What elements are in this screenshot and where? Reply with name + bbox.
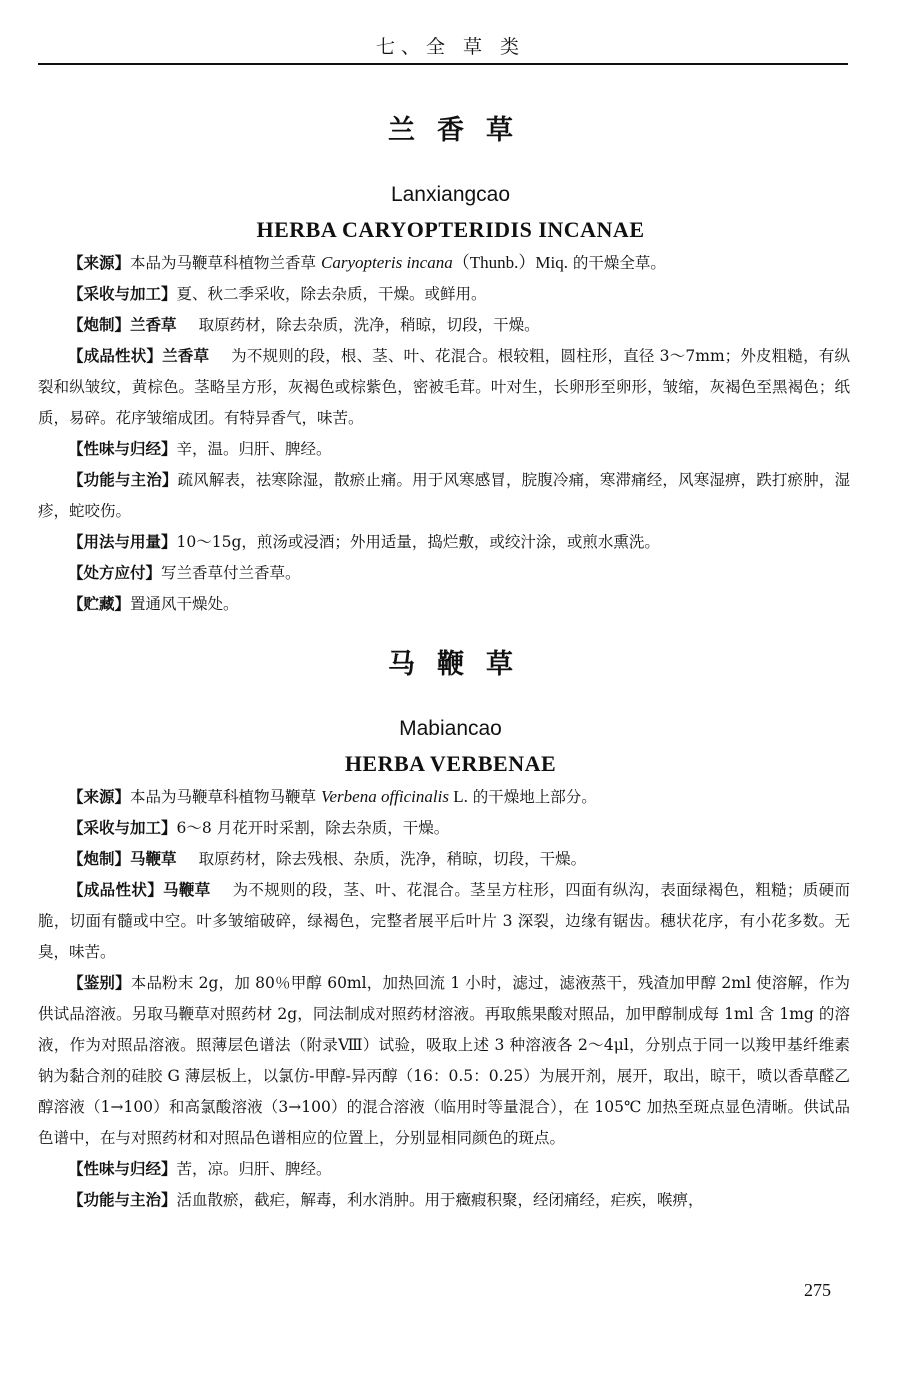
- prescription-paragraph: 【处方应付】写兰香草付兰香草。: [68, 564, 301, 582]
- processing-paragraph: 【炮制】马鞭草 取原药材，除去残根、杂质，洗净，稍晾，切段，干燥。: [68, 850, 587, 868]
- collection-paragraph: 【采收与加工】6～8 月花开时采割，除去杂质，干燥。: [68, 819, 450, 837]
- entry-mabiancao: [0, 642, 901, 1216]
- entry-latin-name: HERBA CARYOPTERIDIS INCANAE: [256, 217, 645, 242]
- nature-paragraph: 【性味与归经】苦，凉。归肝、脾经。: [68, 1160, 332, 1178]
- storage-paragraph: 【贮藏】置通风干燥处。: [68, 595, 239, 613]
- entry-title: 兰香草: [388, 115, 535, 146]
- page-number: 275: [804, 1280, 831, 1300]
- entry-lanxiangcao: [0, 108, 901, 620]
- functions-paragraph: 【功能与主治】疏风解表，祛寒除湿，散瘀止痛。用于风寒感冒，脘腹冷痛，寒滞痛经，风寒湿痹，跌打瘀肿，湿疹，蛇咬伤。: [38, 471, 850, 520]
- entry-title: 马鞭草: [388, 649, 535, 680]
- functions-paragraph: 【功能与主治】活血散瘀，截疟，解毒，利水消肿。用于癥瘕积聚，经闭痛经，疟疾，喉痹，: [68, 1191, 704, 1209]
- identification-paragraph: 【鉴别】本品粉末 2g，加 80％甲醇 60ml，加热回流 1 小时，滤过，滤液蒸干，残渣加甲醇 2ml 使溶解，作为供试品溶液。另取马鞭草对照药材 2g，同法制成对照药材溶液。再取熊果酸对照品，加甲醇制成每 1ml 含 1mg 的溶液，作为对照品溶液。照薄层色谱法（附录Ⅷ）试验，吸取上述 3 种溶液各 2～4μl，分别点于同一以羧甲基纤维素钠为黏合剂的硅胶 G 薄层板上，以氯仿-甲醇-异丙醇（16：0.5：0.25）为展开剂，展开，取出，晾干，喷以香草醛乙醇溶液（1→100）和高氯酸溶液（3→100）的混合溶液（临用时等量混合），在 105℃ 加热至斑点显色清晰。供试品色谱中，在与对照药材和对照品色谱相应的位置上，分别显相同颜色的斑点。: [38, 974, 850, 1147]
- scientific-name: Verbena officinalis: [320, 787, 449, 806]
- collection-paragraph: 【采收与加工】夏、秋二季采收，除去杂质，干燥。或鲜用。: [68, 285, 487, 303]
- section-label: 来源: [83, 254, 115, 272]
- nature-paragraph: 【性味与归经】辛，温。归肝、脾经。: [68, 440, 332, 458]
- processing-paragraph: 【炮制】兰香草 取原药材，除去杂质，洗净，稍晾，切段，干燥。: [68, 316, 540, 334]
- entry-latin-name: HERBA VERBENAE: [344, 751, 557, 776]
- header-rule: [38, 63, 848, 65]
- source-paragraph: 【来源】本品为马鞭草科植物兰香草 Caryopteris incana（Thunb.）Miq. 的干燥全草。: [68, 253, 666, 272]
- characteristics-paragraph: 【成品性状】兰香草 为不规则的段，根、茎、叶、花混合。根较粗，圆柱形，直径 3～7mm；外皮粗糙，有纵裂和纵皱纹，黄棕色。茎略呈方形，灰褐色或棕紫色，密被毛茸。叶对生，长卵形至卵形，皱缩，灰褐色至黑褐色；纸质，易碎。花序皱缩成团。有特异香气，味苦。: [38, 347, 850, 427]
- characteristics-paragraph: 【成品性状】马鞭草 为不规则的段，茎、叶、花混合。茎呈方柱形，四面有纵沟，表面绿褐色，粗糙；质硬而脆，切面有髓或中空。叶多皱缩破碎，绿褐色，完整者展平后叶片 3 深裂，边缘有锯齿。穗状花序，有小花多数。无臭，味苦。: [38, 881, 850, 961]
- entry-pinyin: Lanxiangcao: [390, 183, 511, 206]
- entry-pinyin: Mabiancao: [399, 717, 502, 740]
- running-head: 七、全 草 类: [375, 36, 526, 58]
- source-paragraph: 【来源】本品为马鞭草科植物马鞭草 Verbena officinalis L. 的干燥地上部分。: [68, 787, 597, 806]
- scientific-name: Caryopteris incana: [320, 253, 453, 272]
- usage-paragraph: 【用法与用量】10～15g，煎汤或浸酒；外用适量，捣烂敷，或绞汁涂，或煎水熏洗。: [68, 533, 660, 551]
